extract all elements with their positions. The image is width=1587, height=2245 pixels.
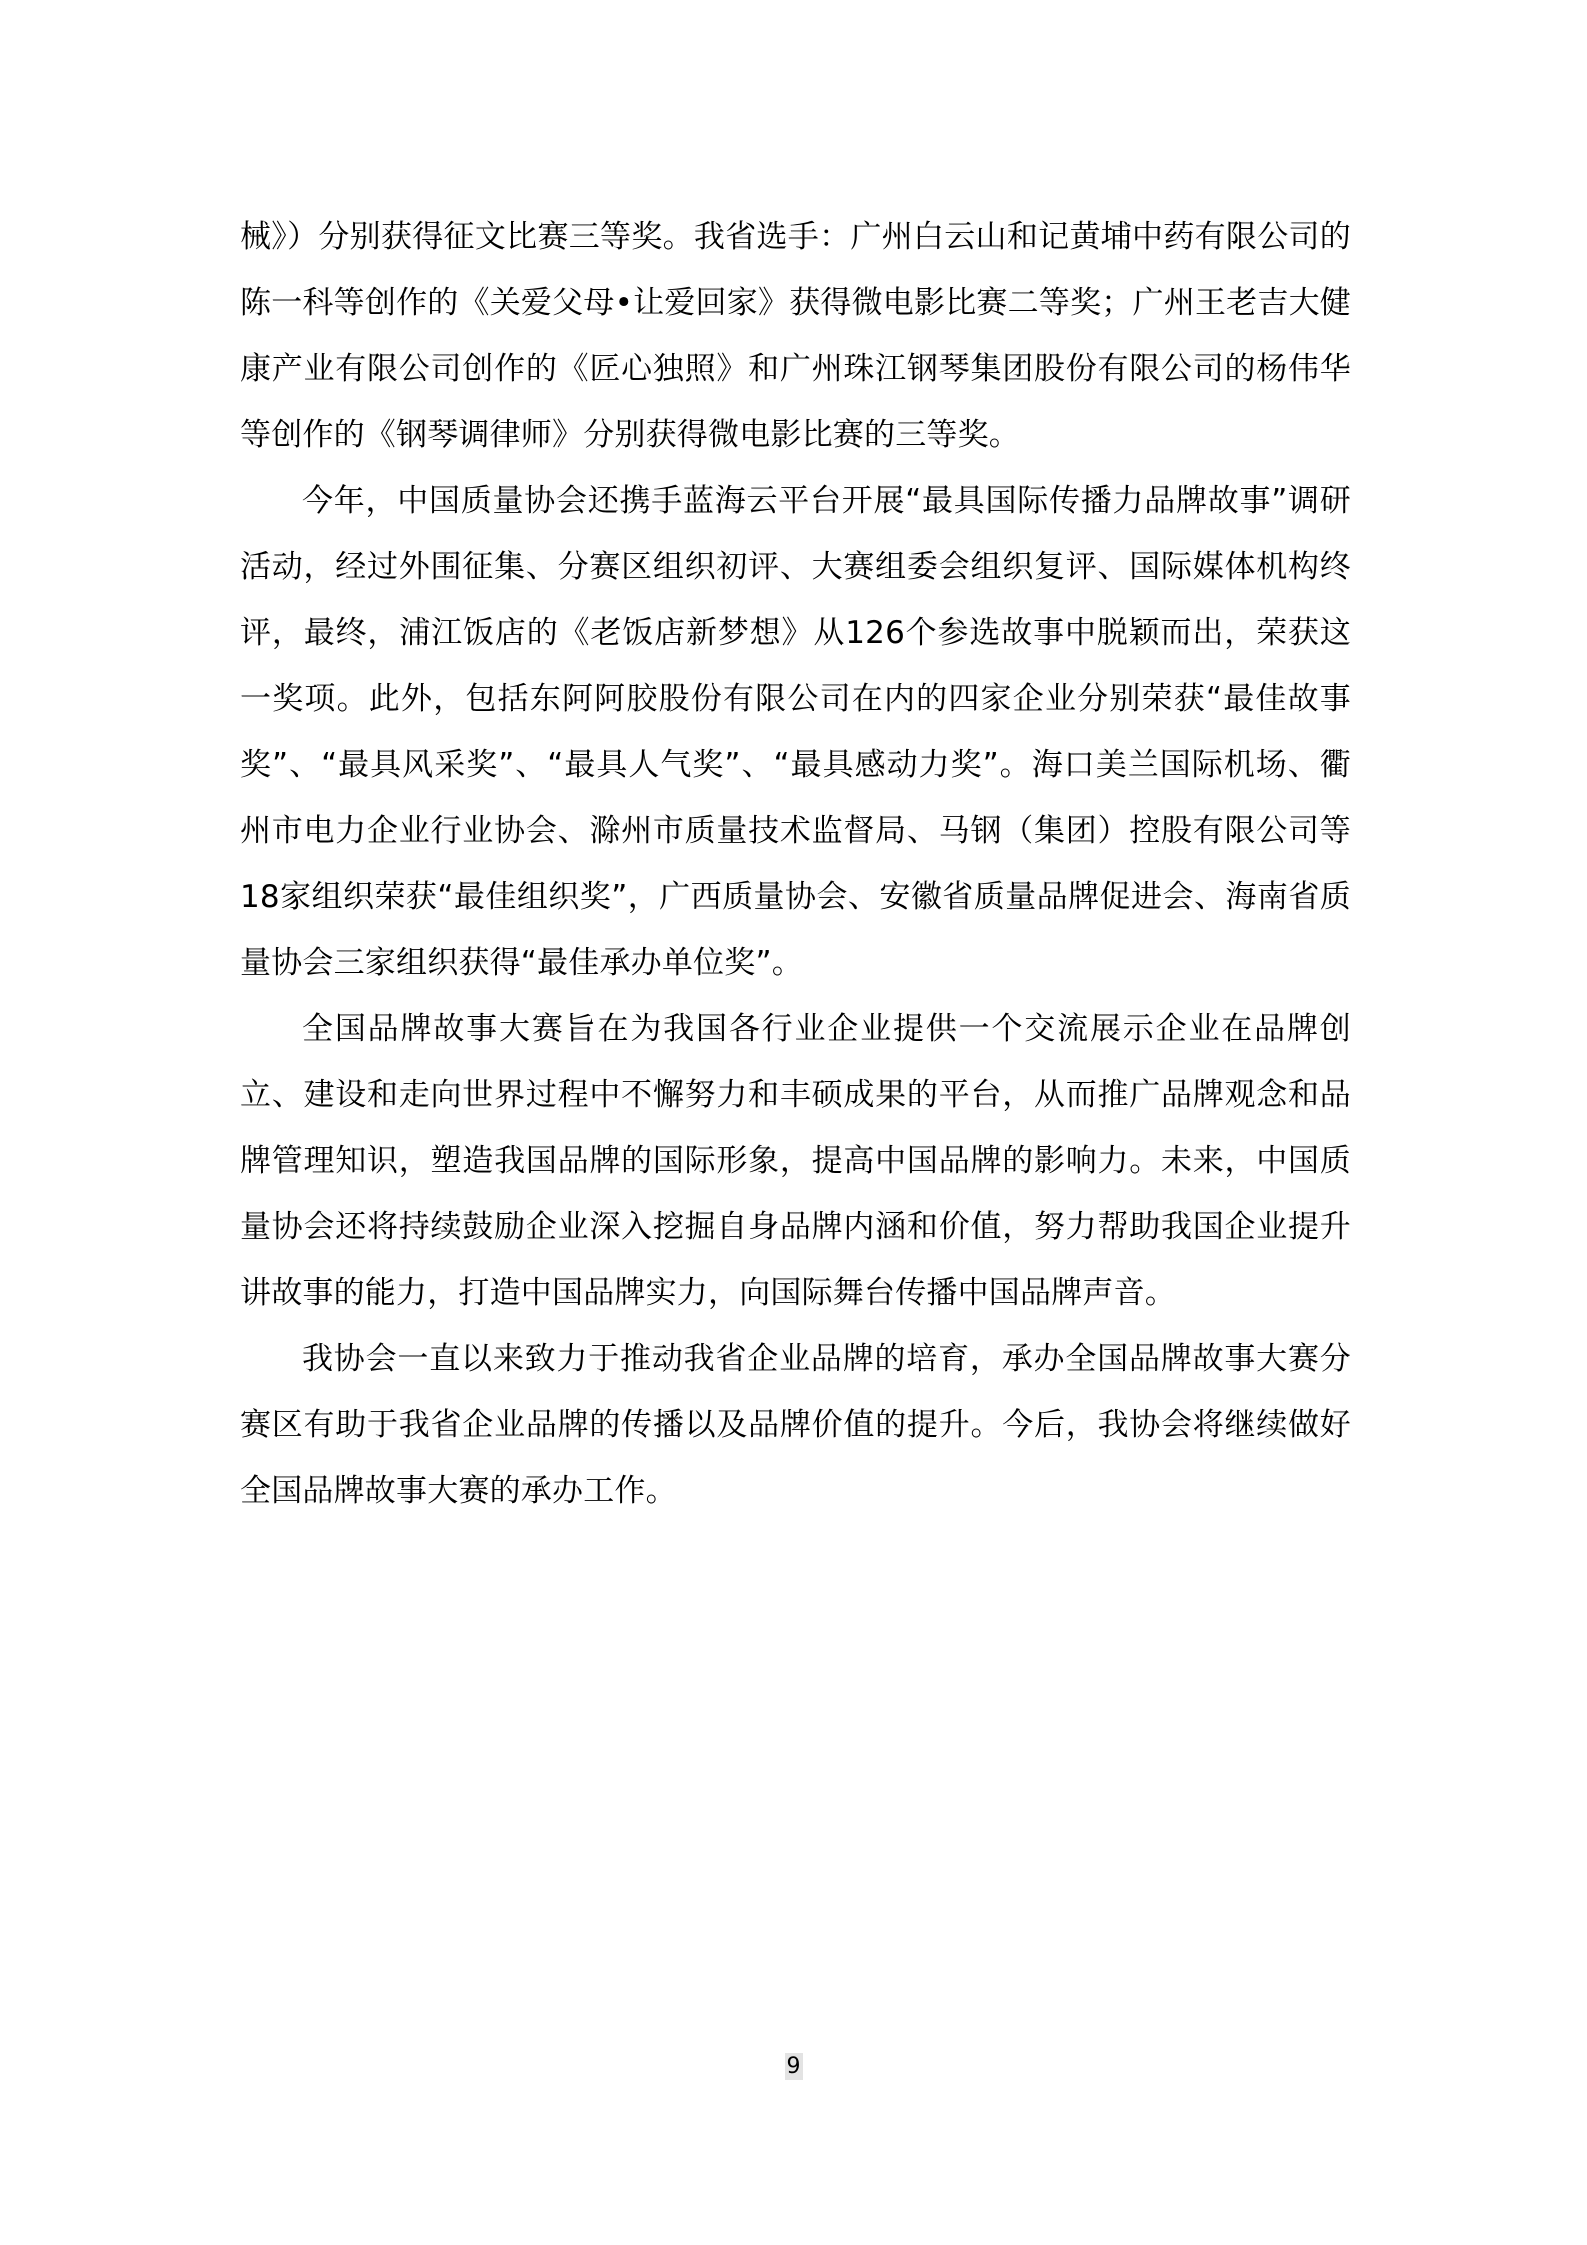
document-body: [240, 204, 1351, 1524]
paragraph-awards-continued: 械》）分别获得征文比赛三等奖。我省选手：广州白云山和记黄埔中药有限公司的陈一科等创作的《关爱父母•让爱回家》获得微电影比赛二等奖；广州王老吉大健康产业有限公司创作的《匠心独照》和广州珠江钢琴集团股份有限公司的杨伟华等创作的《钢琴调律师》分别获得微电影比赛的三等奖。: [240, 219, 1351, 453]
paragraph-contest-purpose: 全国品牌故事大赛旨在为我国各行业企业提供一个交流展示企业在品牌创立、建设和走向世界过程中不懈努力和丰硕成果的平台，从而推广品牌观念和品牌管理知识，塑造我国品牌的国际形象，提高中国品牌的影响力。未来，中国质量协会还将持续鼓励企业深入挖掘自身品牌内涵和价值，努力帮助我国企业提升讲故事的能力，打造中国品牌实力，向国际舞台传播中国品牌声音。: [240, 1011, 1351, 1311]
paragraph-international-story-award: 今年，中国质量协会还携手蓝海云平台开展“最具国际传播力品牌故事”调研活动，经过外围征集、分赛区组织初评、大赛组委会组织复评、国际媒体机构终评，最终，浦江饭店的《老饭店新梦想》从126个参选故事中脱颖而出，荣获这一奖项。此外，包括东阿阿胶股份有限公司在内的四家企业分别荣获“最佳故事奖”、“最具风采奖”、“最具人气奖”、“最具感动力奖”。海口美兰国际机场、衢州市电力企业行业协会、滁州市质量技术监督局、马钢（集团）控股有限公司等18家组织荣获“最佳组织奖”，广西质量协会、安徽省质量品牌促进会、海南省质量协会三家组织获得“最佳承办单位奖”。: [240, 483, 1351, 981]
paragraph-association-commitment: 我协会一直以来致力于推动我省企业品牌的培育，承办全国品牌故事大赛分赛区有助于我省企业品牌的传播以及品牌价值的提升。今后，我协会将继续做好全国品牌故事大赛的承办工作。: [240, 1341, 1351, 1509]
page-number-label: 9: [786, 2054, 801, 2079]
page-number: [0, 2052, 1587, 2082]
